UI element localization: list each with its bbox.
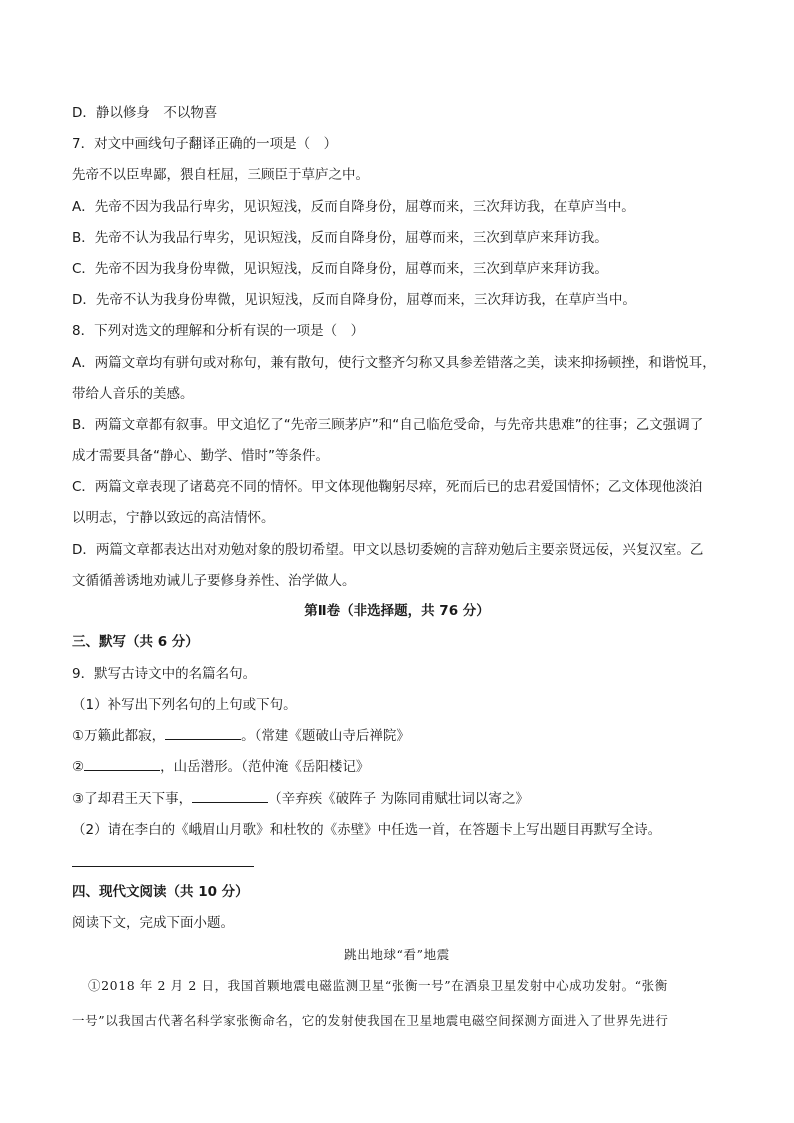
- answer-blank[interactable]: [84, 758, 160, 771]
- q9-sub1: （1）补写出下列名句的上句或下句。: [72, 697, 297, 713]
- q7-option-b: B．先帝不认为我品行卑劣，见识短浅，反而自降身份，屈尊而来，三次到草庐来拜访我。: [72, 230, 608, 246]
- q8-option-c-line2: 以明志，宁静以致远的高洁情怀。: [72, 510, 275, 526]
- q9-item1-prefix: ①万籁此都寂，: [72, 728, 166, 744]
- q7-option-d: D．先帝不认为我身份卑微，见识短浅，反而自降身份，屈尊而来，三次拜访我，在草庐当中。: [72, 292, 636, 308]
- article-title: 跳出地球“看”地震: [344, 947, 450, 962]
- q8-option-a-line2: 带给人音乐的美感。: [72, 386, 194, 402]
- q8-option-d-line1: D．两篇文章都表达出对劝勉对象的殷切希望。甲文以恳切委婉的言辞劝勉后主要亲贤远佞，兴复汉室。乙: [72, 542, 704, 558]
- q6-option-d: D．静以修身 不以物喜: [72, 105, 218, 121]
- q9-item1: [72, 727, 410, 745]
- q9-sub2: （2）请在李白的《峨眉山月歌》和杜牧的《赤壁》中任选一首，在答题卡上写出题目再默写全诗。: [72, 822, 662, 838]
- q8-option-d-line2: 文循循善诱地劝诫儿子要修身养性、治学做人。: [72, 573, 356, 589]
- q7-option-a: A．先帝不因为我品行卑劣，见识短浅，反而自降身份，屈尊而来，三次拜访我，在草庐当中。: [72, 199, 635, 215]
- q7-sentence: 先帝不以臣卑鄙，猥自枉屈，三顾臣于草庐之中。: [72, 167, 369, 183]
- q8-stem: 8．下列对选文的理解和分析有误的一项是（ ）: [72, 323, 365, 339]
- q8-option-a-line1: A．两篇文章均有骈句或对称句，兼有散句，使行文整齐匀称又具参差错落之美，读来抑扬顿挫，和谐悦耳，: [72, 355, 716, 371]
- q9-item2-prefix: ②: [72, 759, 85, 775]
- q9-item1-source: 。（常建《题破山寺后禅院》: [241, 728, 410, 744]
- q9-item3: [72, 790, 529, 808]
- article-paragraph1-line2: 一号”以我国古代著名科学家张衡命名，它的发射使我国在卫星地震电磁空间探测方面进入了世界先进行: [72, 1013, 669, 1028]
- q9-item2-source: ，山岳潜形。（范仲淹《岳阳楼记》: [160, 759, 370, 775]
- answer-line[interactable]: [72, 866, 254, 867]
- q9-stem: 9．默写古诗文中的名篇名句。: [72, 666, 257, 682]
- section3-title: 三、默写（共 6 分）: [72, 634, 199, 650]
- q9-item3-source: （辛弃疾《破阵子 为陈同甫赋壮词以寄之》: [268, 791, 529, 807]
- q9-item2: [72, 758, 369, 776]
- article-paragraph1-line1: ①2018 年 2 月 2 日，我国首颗地震电磁监测卫星“张衡一号”在酒泉卫星发射中心成功发射。“张衡: [88, 978, 668, 993]
- part2-title: 第Ⅱ卷（非选择题，共 76 分）: [304, 603, 490, 619]
- section4-intro: 阅读下文，完成下面小题。: [72, 915, 234, 931]
- answer-blank[interactable]: [165, 727, 241, 740]
- q8-option-b-line2: 成才需要具备“静心、勤学、惜时”等条件。: [72, 448, 329, 464]
- q7-stem: 7．对文中画线句子翻译正确的一项是（ ）: [72, 136, 338, 152]
- answer-blank[interactable]: [192, 790, 268, 803]
- q7-option-c: C．先帝不因为我身份卑微，见识短浅，反而自降身份，屈尊而来，三次到草庐来拜访我。: [72, 261, 608, 277]
- q8-option-b-line1: B．两篇文章都有叙事。甲文追忆了“先帝三顾茅庐”和“自己临危受命，与先帝共患难”的往事；乙文强调了: [72, 417, 704, 433]
- section4-title: 四、现代文阅读（共 10 分）: [72, 884, 249, 900]
- q9-item3-prefix: ③了却君王天下事，: [72, 791, 193, 807]
- q8-option-c-line1: C．两篇文章表现了诸葛亮不同的情怀。甲文体现他鞠躬尽瘁，死而后已的忠君爱国情怀；乙文体现他淡泊: [72, 479, 703, 495]
